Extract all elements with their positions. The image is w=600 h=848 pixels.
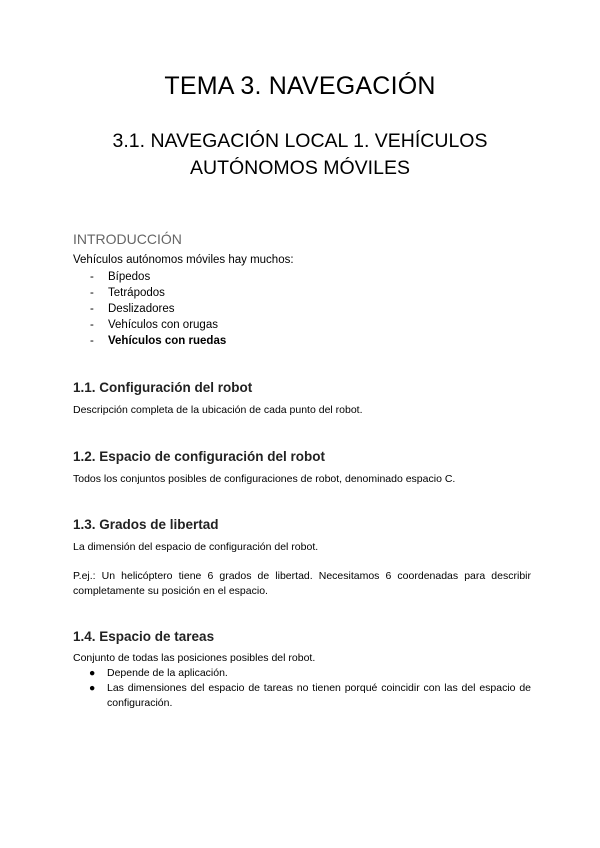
list-item-label: Vehículos con orugas <box>108 319 218 331</box>
section-paragraph: Descripción completa de la ubicación de cada punto del robot. <box>73 404 363 416</box>
dash-marker: - <box>90 319 94 331</box>
intro-text: Vehículos autónomos móviles hay muchos: <box>73 254 294 266</box>
bullet-icon: ● <box>89 682 96 694</box>
list-item <box>73 317 226 333</box>
intro-heading: INTRODUCCIÓN <box>73 231 182 247</box>
list-item-label: Vehículos con ruedas <box>108 335 227 347</box>
task-space-bullets <box>73 666 531 711</box>
list-item-label: Tetrápodos <box>108 287 165 299</box>
page-subtitle: 3.1. NAVEGACIÓN LOCAL 1. VEHÍCULOS AUTÓNOMOS MÓVILES <box>112 130 488 179</box>
section-paragraph: Todos los conjuntos posibles de configuraciones de robot, denominado espacio C. <box>73 473 456 485</box>
bullet-icon: ● <box>89 667 96 679</box>
section-heading: 1.3. Grados de libertad <box>73 517 219 532</box>
list-item-label: Deslizadores <box>108 303 175 315</box>
bullet-text: Las dimensiones del espacio de tareas no tienen porqué coincidir con las del espacio de configuración. <box>107 682 531 709</box>
section-paragraph: Conjunto de todas las posiciones posibles del robot. <box>73 652 316 664</box>
dash-marker: - <box>90 335 94 347</box>
section-paragraph: P.ej.: Un helicóptero tiene 6 grados de libertad. Necesitamos 6 coordenadas para describir completamente su posición en el espacio. <box>73 570 531 597</box>
dash-marker: - <box>90 271 94 283</box>
list-item <box>73 301 226 317</box>
dash-marker: - <box>90 287 94 299</box>
list-item <box>73 269 226 285</box>
section-paragraph: La dimensión del espacio de configuración del robot. <box>73 541 319 553</box>
bullet-text: Depende de la aplicación. <box>107 667 228 679</box>
list-item <box>73 681 531 711</box>
dash-marker: - <box>90 303 94 315</box>
list-item-label: Bípedos <box>108 271 151 283</box>
vehicle-types-list <box>73 269 226 349</box>
list-item <box>73 666 531 681</box>
list-item <box>73 333 226 349</box>
section-heading: 1.2. Espacio de configuración del robot <box>73 449 326 464</box>
section-heading: 1.4. Espacio de tareas <box>73 629 215 644</box>
section-heading: 1.1. Configuración del robot <box>73 380 253 395</box>
list-item <box>73 285 226 301</box>
page-title: TEMA 3. NAVEGACIÓN <box>164 72 436 100</box>
